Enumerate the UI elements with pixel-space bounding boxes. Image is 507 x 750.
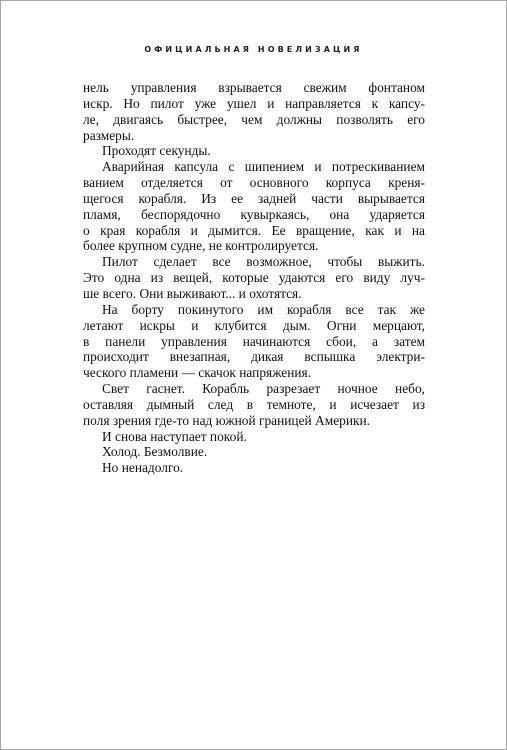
- text-line: искр. Но пилот уже ушел и направляется к капсу-: [83, 95, 425, 111]
- paragraph-5: [83, 302, 425, 381]
- running-header: ОФИЦИАЛЬНАЯ НОВЕЛИЗАЦИЯ: [144, 45, 363, 54]
- paragraph-3: [83, 159, 425, 254]
- text-line: в панели управления начинаются сбои, а затем: [83, 333, 425, 349]
- text-line: происходит внезапная, дикая вспышка электри-: [83, 349, 425, 365]
- paragraph-1: [83, 80, 425, 143]
- paragraph-9: [83, 460, 425, 476]
- text-line: нель управления взрывается свежим фонтаном: [83, 80, 425, 95]
- text-line: щегося корабля. Из ее задней части вырывается: [83, 190, 425, 206]
- text-line: Холод. Безмолвие.: [102, 444, 208, 460]
- text-line: На борту покинутого им корабля все так же: [102, 301, 425, 317]
- text-line: летают искры и клубится дым. Огни мерцают,: [83, 317, 425, 333]
- body-text: [83, 80, 425, 476]
- text-line: оставляя дымный след в темноте, и исчезает из: [83, 396, 425, 412]
- text-line: более крупном судне, не контролируется.: [83, 238, 319, 254]
- text-line: ческого пламени — скачок напряжения.: [83, 365, 312, 381]
- text-line: ле, двигаясь быстрее, чем должны позволять его: [83, 111, 425, 127]
- text-line: ше всего. Они выживают... и охотятся.: [83, 285, 302, 301]
- text-line: И снова наступает покой.: [102, 428, 247, 444]
- paragraph-7: [83, 429, 425, 445]
- paragraph-4: [83, 254, 425, 302]
- text-line: ванием отделяется от основного корпуса креня-: [83, 175, 425, 191]
- paragraph-2: [83, 143, 425, 159]
- text-line: пламя, беспорядочно кувыркаясь, она ударяется: [83, 206, 425, 222]
- text-line: Аварийная капсула с шипением и потрескиванием: [102, 159, 425, 175]
- text-line: поля зрения где-то над южной границей Америки.: [83, 412, 371, 428]
- text-line: Свет гаснет. Корабль разрезает ночное небо,: [102, 381, 425, 397]
- paragraph-8: [83, 444, 425, 460]
- text-line: Проходят секунды.: [102, 143, 211, 159]
- text-line: о края корабля и дымится. Ее вращение, как и на: [83, 222, 425, 238]
- text-line: Пилот сделает все возможное, чтобы выжить.: [102, 254, 425, 270]
- paragraph-6: [83, 381, 425, 429]
- text-line: размеры.: [83, 127, 135, 143]
- text-line: Но ненадолго.: [102, 460, 184, 476]
- text-line: Это одна из вещей, которые удаются его виду луч-: [83, 270, 425, 286]
